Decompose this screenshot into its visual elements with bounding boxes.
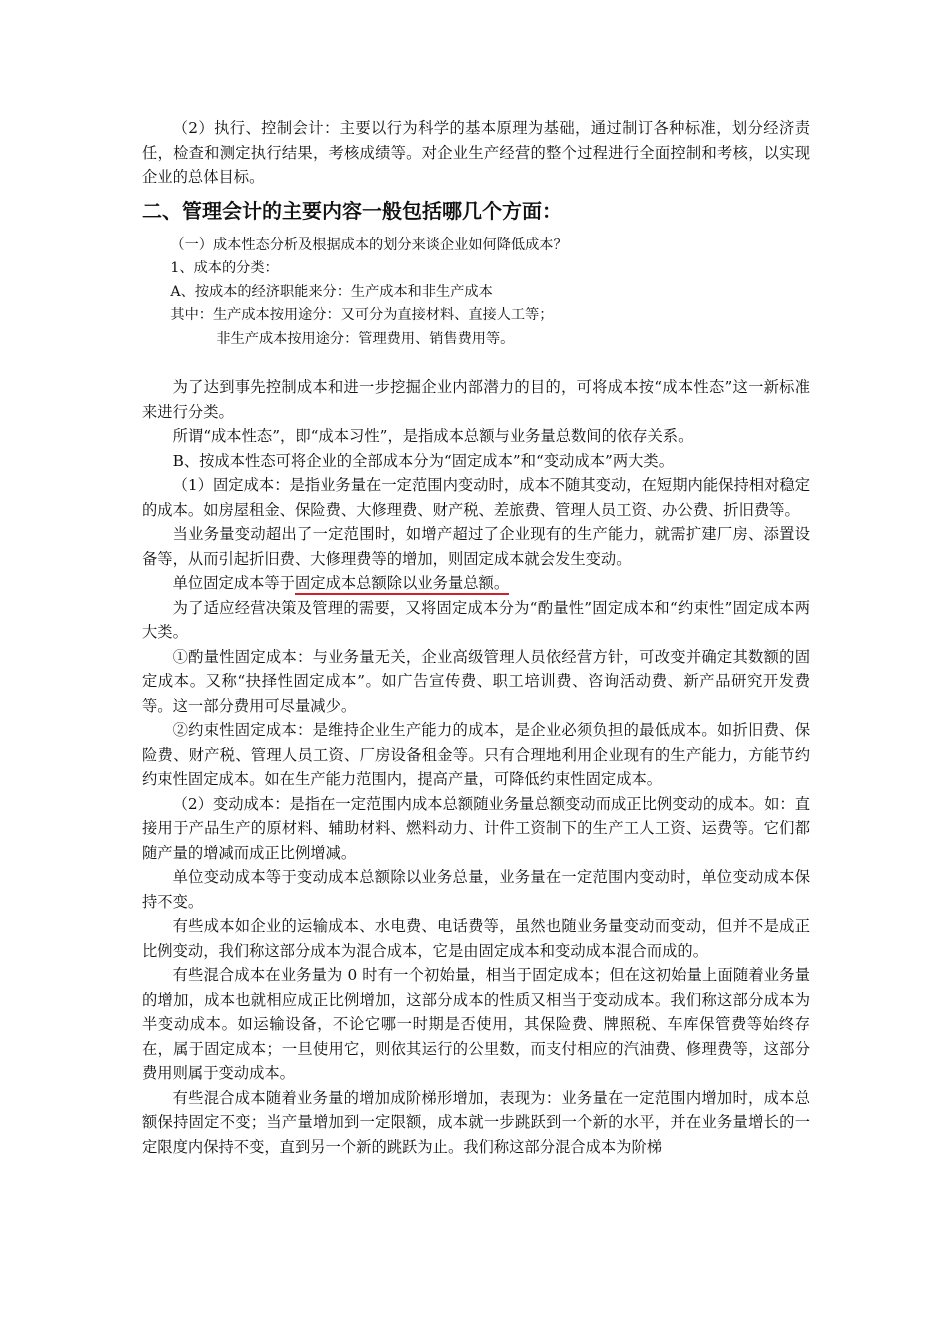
subheading-cost-behavior: （一）成本性态分析及根据成本的划分来谈企业如何降低成本？ — [170, 236, 568, 253]
paragraph-execution-control-accounting: （2）执行、控制会计：主要以行为科学的基本原理为基础，通过制订各种标准，划分经济责任，检查和测定执行结果，考核成绩等。对企业生产经营的整个过程进行全面控制和考核，以实现企业的总体目标。 — [142, 119, 810, 186]
paragraph-fixed-cost: （1）固定成本：是指业务量在一定范围内变动时，成本不随其变动，在短期内能保持相对稳定的成本。如房屋租金、保险费、大修理费、财产税、差旅费、管理人员工资、办公费、折旧费等。 — [142, 476, 810, 519]
paragraph-semi-variable-cost: 有些混合成本在业务量为 0 时有一个初始量，相当于固定成本；但在这初始量上面随着业务量的增加，成本也就相应成正比例增加，这部分成本的性质又相当于变动成本。我们称这部分成本为半变动成本。如运输设备，不论它哪一时期是否使用，其保险费、牌照税、车库保管费等始终存在，属于固定成本；一旦使用它，则依其运行的公里数，而支付相应的汽油费、修理费等，这部分费用则属于变动成本。 — [142, 966, 810, 1082]
unit-fixed-cost-text: 单位固定成本等于 — [172, 574, 295, 592]
section-heading: 二、管理会计的主要内容一般包括哪几个方面： — [142, 198, 562, 223]
spacer — [142, 351, 810, 375]
paragraph-discretionary-fixed-cost: ①酌量性固定成本：与业务量无关，企业高级管理人员依经营方针，可改变并确定其数额的固定成本。又称“抉择性固定成本”。如广告宣传费、职工培训费、咨询活动费、新产品研究开发费等。这一部分费用可尽量减少。 — [142, 647, 810, 715]
paragraph-variable-cost: （2）变动成本：是指在一定范围内成本总额随业务量总额变动而成正比例变动的成本。如：直接用于产品生产的原材料、辅助材料、燃料动力、计件工资制下的生产工人工资、运费等。它们都随产量的增减而成正比例增减。 — [142, 794, 810, 862]
paragraph-committed-fixed-cost: ②约束性固定成本：是维持企业生产能力的成本，是企业必须负担的最低成本。如折旧费、保险费、财产税、管理人员工资、厂房设备租金等。只有合理地利用企业现有的生产能力，方能节约约束性固定成本。如在生产能力范围内，提高产量，可降低约束性固定成本。 — [142, 721, 810, 788]
cost-classification-title: 1、成本的分类： — [170, 260, 279, 276]
underlined-formula: 固定成本总额除以业务量总额。 — [295, 574, 509, 595]
paragraph-fixed-variable-split: B、按成本性态可将企业的全部成本分为“固定成本”和“变动成本”两大类。 — [172, 451, 675, 470]
classification-by-economic-function: A、按成本的经济职能来分：生产成本和非生产成本 — [170, 283, 493, 300]
paragraph-mixed-cost: 有些成本如企业的运输成本、水电费、电话费等，虽然也随业务量变动而变动，但并不是成正比例变动，我们称这部分成本为混合成本，它是由固定成本和变动成本混合而成的。 — [142, 917, 810, 960]
paragraph-fixed-cost-types: 为了适应经营决策及管理的需要，又将固定成本分为“酌量性”固定成本和“约束性”固定成本两大类。 — [142, 598, 810, 641]
paragraph-cost-behavior-definition: 所谓“成本性态”，即“成本习性”，是指成本总额与业务量总数间的依存关系。 — [172, 427, 694, 445]
paragraph-unit-variable-cost: 单位变动成本等于变动成本总额除以业务总量，业务量在一定范围内变动时，单位变动成本保持不变。 — [142, 868, 810, 911]
production-cost-by-use: 其中：生产成本按用途分：又可分为直接材料、直接人工等； — [170, 307, 554, 323]
document-body — [142, 116, 810, 1159]
paragraph-step-cost: 有些混合成本随着业务量的增加成阶梯形增加，表现为：业务量在一定范围内增加时，成本总额保持固定不变；当产量增加到一定限额，成本就一步跳跃到一个新的水平，并在业务量增长的一定限度内保持不变，直到另一个新的跳跃为止。我们称这部分混合成本为阶梯 — [142, 1088, 810, 1156]
paragraph-fixed-cost-change: 当业务量变动超出了一定范围时，如增产超过了企业现有的生产能力，就需扩建厂房、添置设备等，从而引起折旧费、大修理费等的增加，则固定成本就会发生变动。 — [142, 525, 810, 568]
paragraph-cost-behavior-purpose: 为了达到事先控制成本和进一步挖掘企业内部潜力的目的，可将成本按“成本性态”这一新标准来进行分类。 — [142, 378, 810, 421]
paragraph-unit-fixed-cost — [142, 571, 810, 596]
non-production-cost-by-use: 非生产成本按用途分：管理费用、销售费用等。 — [216, 330, 515, 347]
